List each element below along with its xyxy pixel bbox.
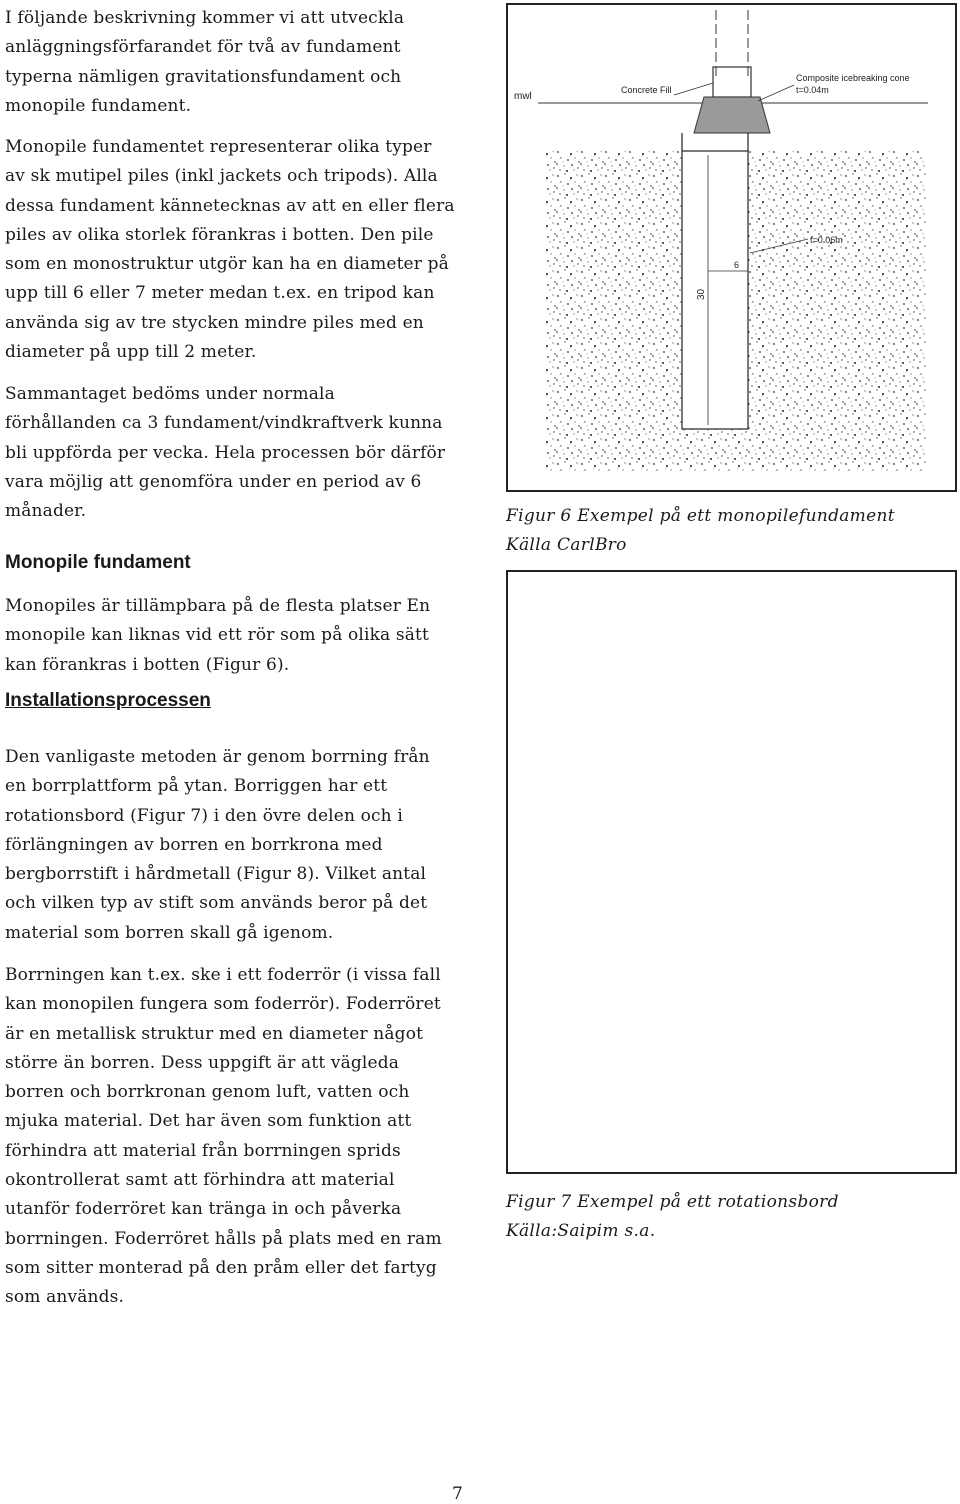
monopile-drawing <box>508 5 955 490</box>
figure-7-image-frame <box>506 570 957 1174</box>
figure-6-monopile-diagram <box>506 3 957 492</box>
drilling-method-paragraph: Den vanligaste metoden är genom borrning från en borrplattform på ytan. Borriggen har ett rotationsbord (Figur 7) i den övre delen och i förlängningen av borren en borrkrona med bergborrstift i hårdmetall (Figur 8). Vilket antal och vilken typ av stift som används beror på det material som borren skall gå igenom. <box>5 747 430 943</box>
mwl-label: mwl <box>514 91 532 102</box>
pile-thickness-label: t=0.06m <box>810 235 843 245</box>
concrete-fill-box <box>713 67 751 97</box>
section-heading-monopile: Monopile fundament <box>5 552 191 573</box>
concrete-fill-label: Concrete Fill <box>621 85 672 95</box>
subheading-installation: Installationsprocessen <box>5 690 211 711</box>
casing-paragraph: Borrningen kan t.ex. ske i ett foderrör (i vissa fall kan monopilen fungera som foderrör). Foderröret är en metallisk struktur med en diameter något större än borren. Dess uppgift är att vägleda borren och borrkronan genom luft, vatten och mjuka material. Det har även som funktion att förhindra att material från borrningen sprids okontrollerat samt att förhindra att material utanför foderröret kan tränga in och påverka borrningen. Foderröret hålls på plats med en ram som sitter monterad på den pråm eller det fartyg som används. <box>5 965 442 1308</box>
page-number: 7 <box>452 1484 463 1504</box>
depth-label: 30 <box>696 288 707 300</box>
intro-paragraph: I följande beskrivning kommer vi att utveckla anläggningsförfarandet för två av fundament typerna nämligen gravitationsfundament och monopile fundament. <box>5 8 405 116</box>
cone-label: Composite icebreaking cone <box>796 73 910 83</box>
figure-6-caption: Figur 6 Exempel på ett monopilefundament Källa CarlBro <box>506 506 895 555</box>
summary-paragraph: Sammantaget bedöms under normala förhållanden ca 3 fundament/vindkraftverk kunna bli uppförda per vecka. Hela processen bör därför vara möjlig att genomföra under en period av 6 månader. <box>5 384 446 522</box>
cone-thickness-label: t=0.04m <box>796 85 829 95</box>
icebreaking-cone <box>694 97 770 133</box>
cone-leader-line <box>758 85 794 101</box>
concrete-leader-line <box>674 83 713 95</box>
monopile-description-paragraph: Monopile fundamentet representerar olika typer av sk mutipel piles (inkl jackets och tripods). Alla dessa fundament kännetecknas av att en eller flera piles av olika storlek förankras i botten. Den pile som en monostruktur utgör kan ha en diameter på upp till 6 eller 7 meter medan t.ex. en tripod kan använda sig av tre stycken mindre piles med en diameter på upp till 2 meter. <box>5 137 455 363</box>
monopile-applicability-paragraph: Monopiles är tillämpbara på de flesta platser En monopile kan liknas vid ett rör som på olika sätt kan förankras i botten (Figur 6). <box>5 596 431 675</box>
figure-7-caption: Figur 7 Exempel på ett rotationsbord Källa:Saipim s.a. <box>506 1192 839 1241</box>
monopile-shaft <box>682 151 748 429</box>
diameter-label: 6 <box>734 260 740 270</box>
